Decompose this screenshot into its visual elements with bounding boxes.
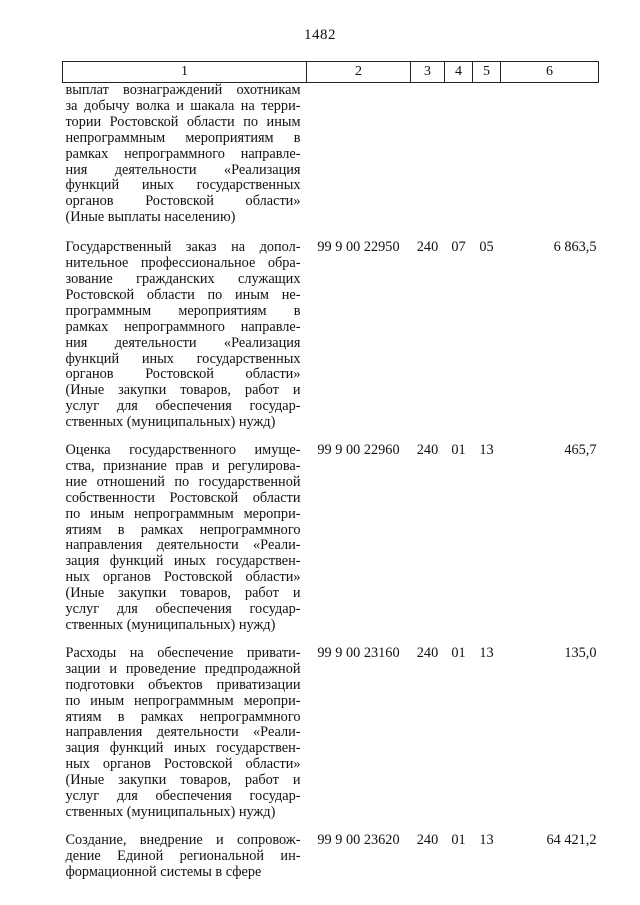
description-line: непрограммным мероприятиям в [65,129,301,146]
description-line: ства, признание прав и регулирова- [65,457,301,474]
description-line: ных органов Ростовской области» [65,569,301,586]
section-code [445,83,473,241]
row-description [63,240,307,443]
subsection-code: 13 [479,442,494,459]
target-article-code: 99 9 00 22950 [317,239,400,256]
expense-type-code: 240 [416,442,439,459]
description-line: (Иные выплаты населению) [65,209,236,226]
table-header [63,62,599,83]
description-line: нительное профессиональное обра- [65,255,301,272]
subsection-code [473,83,501,241]
description-line: услуг для обеспечения государ- [65,788,301,805]
column-header-4: 4 [445,62,473,83]
budget-table [62,61,599,893]
description-line: Ростовской области по иным не- [65,286,301,303]
row-description [63,443,307,646]
description-line: формационной системы в сфере [65,863,262,880]
row-description [63,646,307,833]
description-line: зация функций иных государствен- [65,553,301,570]
table-body [63,83,599,893]
page-number: 1482 [304,27,336,43]
column-header-5: 5 [473,62,501,83]
table-row [63,646,599,833]
amount-value [501,83,599,241]
column-header-1: 1 [63,62,307,83]
column-header-2: 2 [307,62,411,83]
table-row [63,240,599,443]
expense-type-code: 240 [416,239,439,256]
description-line: дение Единой региональной ин- [65,847,301,864]
description-line: ных органов Ростовской области» [65,756,301,773]
expense-type-code: 240 [416,644,439,661]
description-line: тории Ростовской области по иным [65,113,301,130]
description-line: зация функций иных государствен- [65,740,301,757]
section-code: 07 [451,239,466,256]
description-line: органов Ростовской области» [65,366,301,383]
description-line: направления деятельности «Реали- [65,724,301,741]
target-article-code: 99 9 00 22960 [317,442,400,459]
description-line: направления деятельности «Реали- [65,537,301,554]
description-line: (Иные закупки товаров, работ и [65,382,301,399]
row-description [63,833,307,893]
amount-value: 64 421,2 [546,831,597,848]
expense-type-code [411,83,445,241]
table-row [63,83,599,241]
description-line: ние отношений по государственной [65,473,301,490]
description-line: ния деятельности «Реализация [65,161,301,178]
column-header-6: 6 [501,62,599,83]
description-line: функций иных государственных [65,350,301,367]
subsection-code: 05 [479,239,494,256]
description-line: Оценка государственного имуще- [65,442,301,459]
section-code: 01 [451,442,466,459]
expense-type-code: 240 [416,831,439,848]
amount-value: 465,7 [564,442,597,459]
description-line: собственности Ростовской области [65,489,301,506]
description-line: ственных (муниципальных) нужд) [65,617,276,633]
section-code: 01 [451,831,466,848]
description-line: услуг для обеспечения государ- [65,398,301,415]
description-line: подготовки объектов приватизации [65,676,301,693]
subsection-code: 13 [479,644,494,661]
description-line: программным мероприятиям в [65,302,301,319]
target-article-code: 99 9 00 23160 [317,644,400,661]
description-line: услуг для обеспечения государ- [65,601,301,618]
subsection-code: 13 [479,831,494,848]
description-line: ятиям в рамках непрограммного [65,521,301,538]
table-row [63,443,599,646]
description-line: по иным непрограммным меропри- [65,692,301,709]
table-row [63,833,599,893]
amount-value: 6 863,5 [553,239,597,256]
description-line: ния деятельности «Реализация [65,334,301,351]
column-header-3: 3 [411,62,445,83]
description-line: функций иных государственных [65,177,301,194]
amount-value: 135,0 [564,644,597,661]
description-line: за добычу волка и шакала на терри- [65,97,301,114]
description-line: зование гражданских служащих [65,270,301,287]
description-line: органов Ростовской области» [65,193,301,210]
description-line: (Иные закупки товаров, работ и [65,585,301,602]
row-description [63,83,307,241]
description-line: Создание, внедрение и сопровож- [65,831,301,848]
description-line: ятиям в рамках непрограммного [65,708,301,725]
description-line: по иным непрограммным меропри- [65,505,301,522]
target-article-code: 99 9 00 23620 [317,831,400,848]
description-line: ственных (муниципальных) нужд) [65,414,276,431]
description-line: Расходы на обеспечение привати- [65,644,301,661]
description-line: (Иные закупки товаров, работ и [65,772,301,789]
target-article-code [307,83,411,241]
section-code: 01 [451,644,466,661]
description-line: ственных (муниципальных) нужд) [65,803,276,820]
description-line: зации и проведение предпродажной [65,660,301,677]
description-line: выплат вознаграждений охотникам [65,82,301,98]
description-line: рамках непрограммного направле- [65,145,301,162]
description-line: рамках непрограммного направле- [65,318,301,335]
description-line: Государственный заказ на допол- [65,239,301,256]
